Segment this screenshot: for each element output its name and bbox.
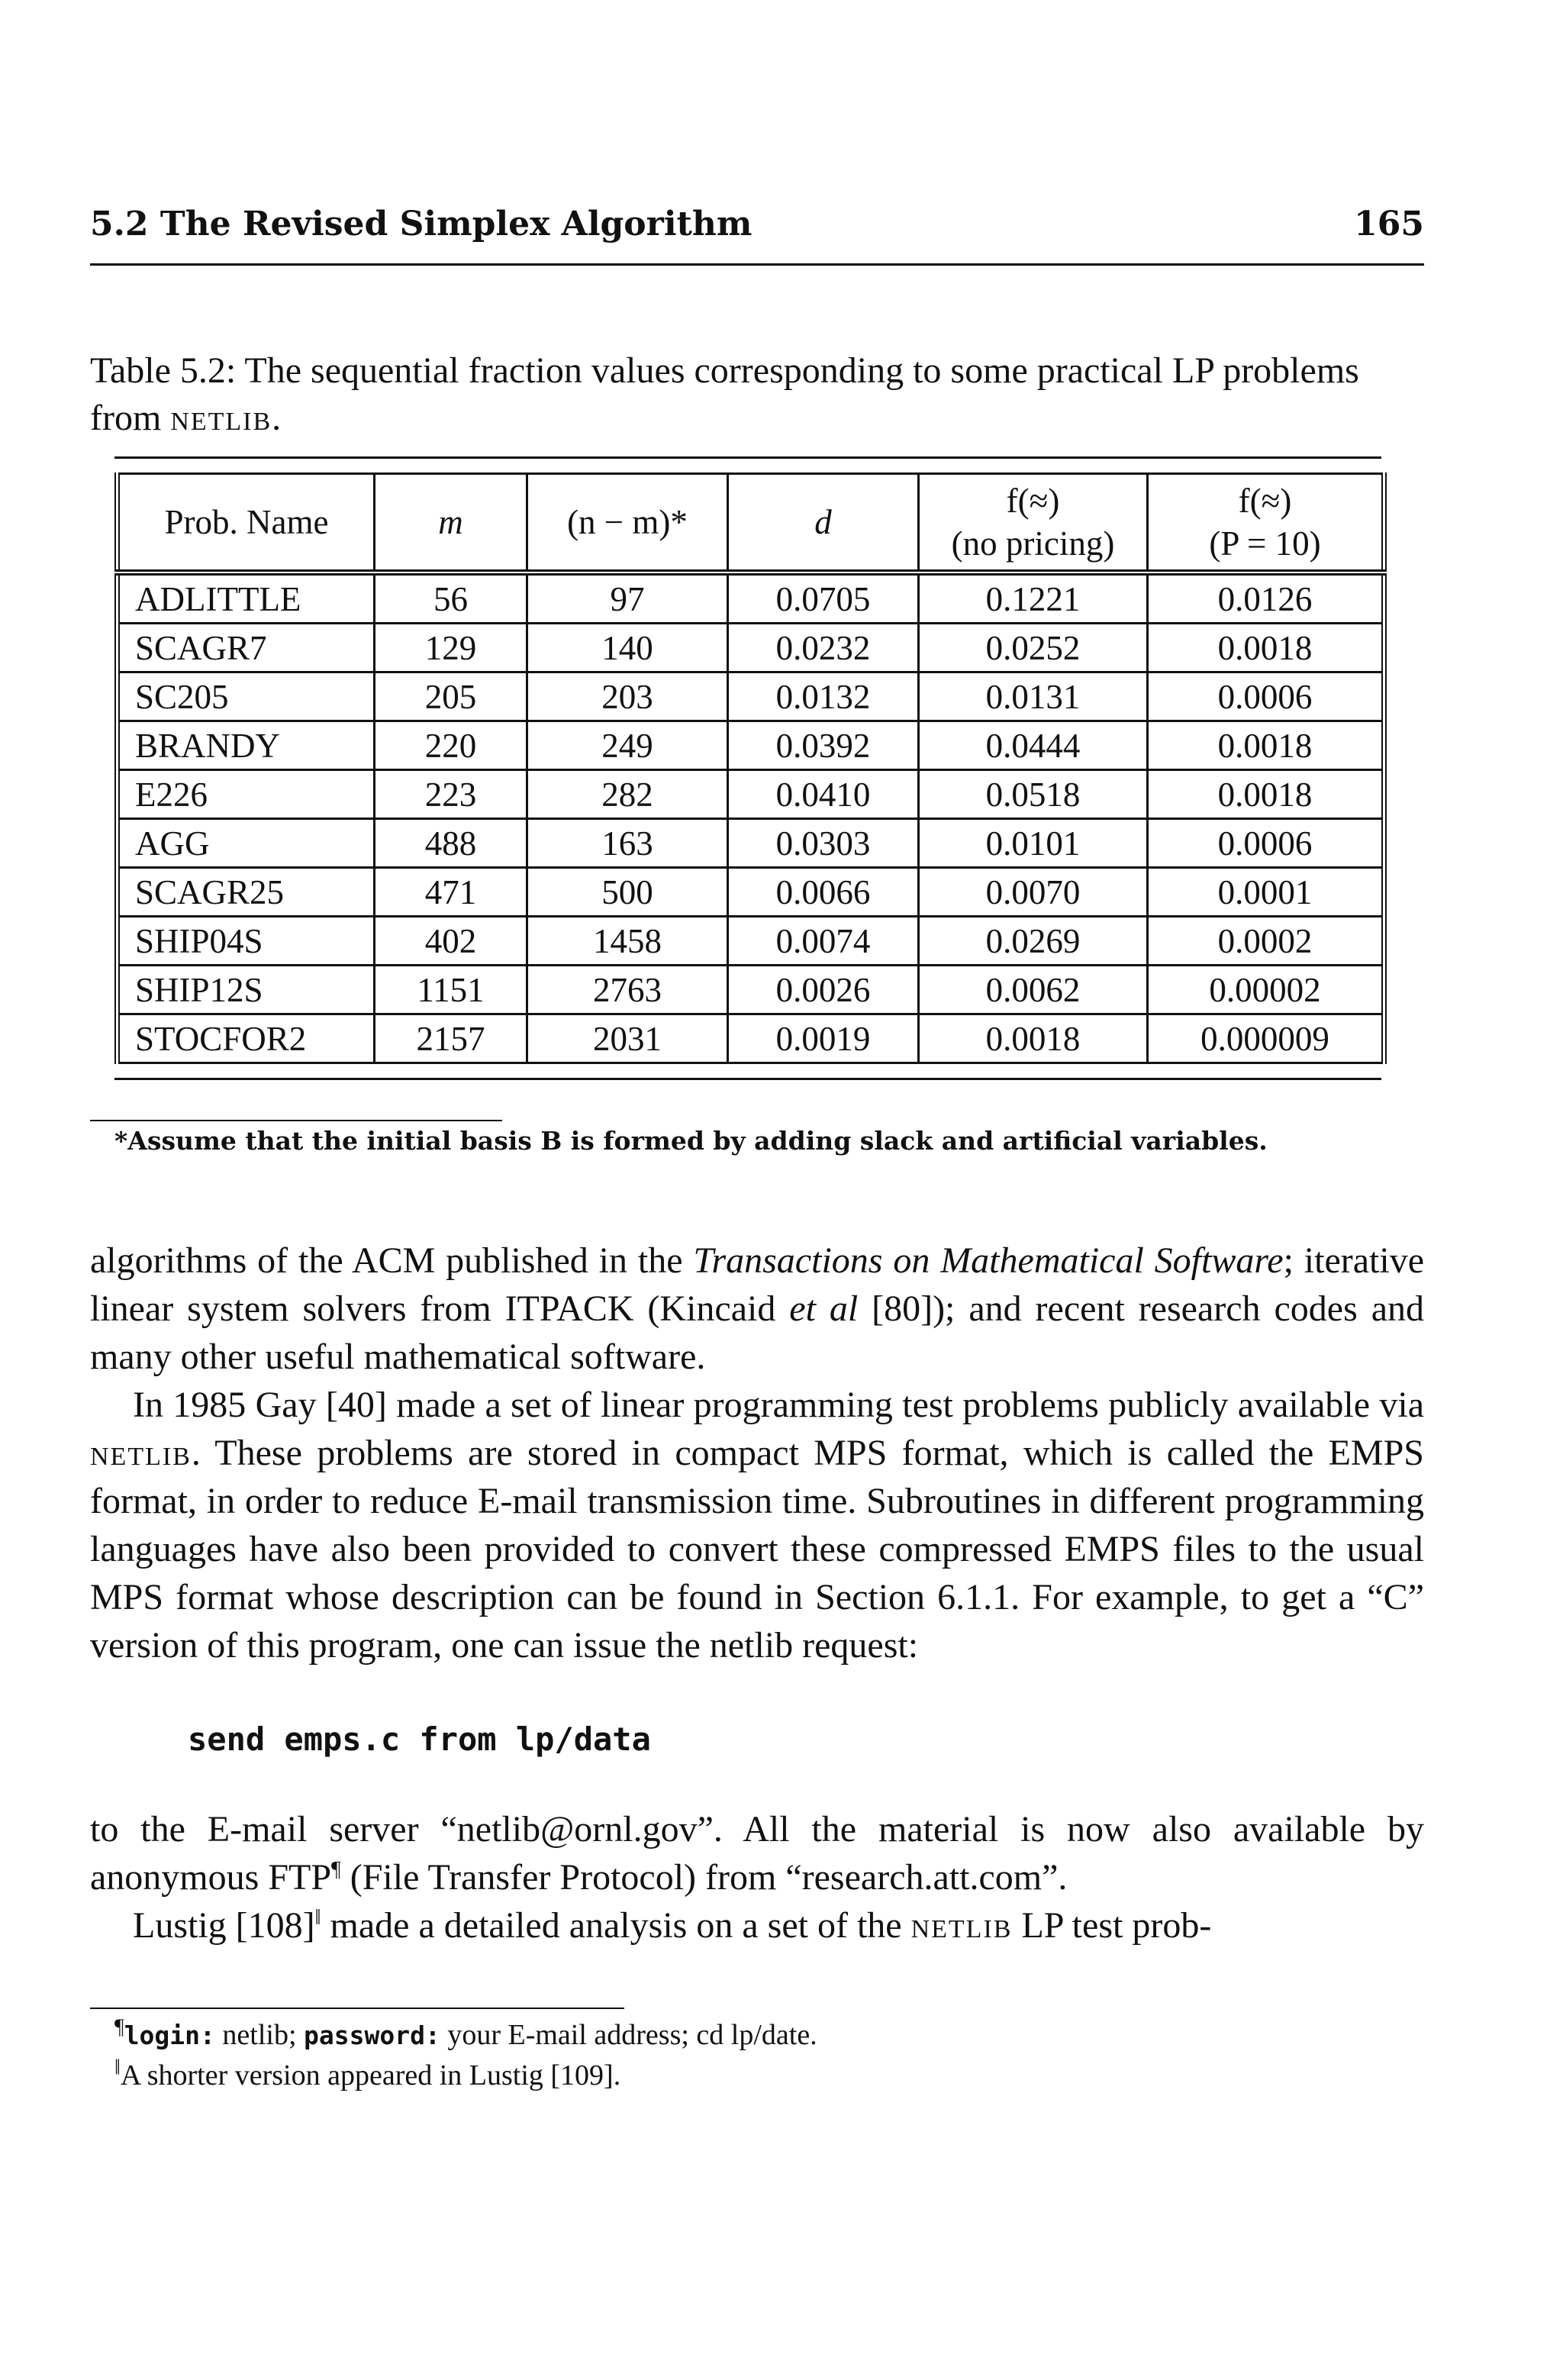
table-cell-value: 402 [375, 917, 527, 966]
table-cell-problem-name: E226 [118, 770, 375, 819]
table-cell-value: 0.0018 [919, 1014, 1148, 1063]
table-cell-value: 223 [375, 770, 527, 819]
table-row [118, 572, 1384, 624]
table-cell-problem-name: SC205 [118, 672, 375, 721]
table-cell-value: 140 [527, 624, 728, 672]
footnote-1-text-a: netlib; [214, 2019, 305, 2051]
table-cell-problem-name: SHIP04S [118, 917, 375, 966]
col-header-prob-name: Prob. Name [118, 474, 375, 573]
table-row [118, 770, 1384, 819]
table-cell-value: 0.0126 [1148, 572, 1384, 624]
table-cell-value: 0.0026 [728, 966, 919, 1014]
table-cell-value: 471 [375, 868, 527, 917]
col-header-f-symbol-2: f(≈) [1238, 482, 1292, 520]
table-row [118, 819, 1384, 868]
table-cell-value: 0.0018 [1148, 770, 1384, 819]
table-cell-value: 0.0303 [728, 819, 919, 868]
col-header-m: m [375, 474, 527, 573]
table-cell-value: 203 [527, 672, 728, 721]
table-cell-value: 0.0132 [728, 672, 919, 721]
footnote-1-mark: ¶ [114, 2015, 124, 2040]
table-cell-value: 0.0066 [728, 868, 919, 917]
table-row [118, 868, 1384, 917]
table-cell-value: 1458 [527, 917, 728, 966]
table-body [118, 572, 1384, 1063]
table-cell-value: 249 [527, 721, 728, 770]
col-header-f-symbol: f(≈) [1006, 482, 1060, 520]
table-cell-value: 0.0131 [919, 672, 1148, 721]
table-cell-value: 0.0070 [919, 868, 1148, 917]
p2-netlib: netlib [90, 1433, 192, 1473]
body-text [90, 1237, 1424, 1949]
footnote-mark-pilcrow: ¶ [331, 1858, 341, 1882]
caption-text: The sequential fraction values corresponding to some practical LP problems from [90, 350, 1359, 438]
table-cell-problem-name: SCAGR25 [118, 868, 375, 917]
footnote-1 [114, 2015, 817, 2056]
table-cell-value: 0.0410 [728, 770, 919, 819]
table-cell-value: 220 [375, 721, 527, 770]
table-cell-value: 0.0001 [1148, 868, 1384, 917]
caption-netlib: netlib [170, 398, 272, 438]
table-cell-value: 0.0252 [919, 624, 1148, 672]
footnote-1-password: password: [304, 2020, 440, 2050]
netlib-request-code: send emps.c from lp/data [188, 1721, 651, 1758]
table-cell-value: 0.0444 [919, 721, 1148, 770]
table-cell-value: 0.0232 [728, 624, 919, 672]
table-cell-value: 0.000009 [1148, 1014, 1384, 1063]
footnote-mark-double-bar: ‖ [314, 1906, 321, 1930]
footnote-2-text: A shorter version appeared in Lustig [109]. [120, 2059, 621, 2091]
footnote-rule [90, 2008, 624, 2009]
table-cell-problem-name: AGG [118, 819, 375, 868]
table-cell-value: 129 [375, 624, 527, 672]
p3-text-b: (File Transfer Protocol) from “research.att.com”. [340, 1857, 1068, 1898]
paragraph-2 [90, 1381, 1424, 1669]
table-cell-value: 488 [375, 819, 527, 868]
table-row [118, 1014, 1384, 1063]
p1-text-a: algorithms of the ACM published in the [90, 1240, 694, 1281]
table-bottom-rule [114, 1078, 1381, 1080]
table-cell-value: 0.0062 [919, 966, 1148, 1014]
table-cell-value: 0.0018 [1148, 624, 1384, 672]
table-cell-problem-name: BRANDY [118, 721, 375, 770]
table-cell-value: 500 [527, 868, 728, 917]
table-cell-value: 0.0074 [728, 917, 919, 966]
table-cell-value: 0.0269 [919, 917, 1148, 966]
p2-text-b: . These problems are stored in compact MPS format, which is called the EMPS format, in order to reduce E-mail transmission time. Subroutines in different programming languages have also been provided to convert these compressed EMPS files to the usual MPS format whose description can be found in Section 6.1.1. For example, to get a “C” version of this program, one can issue the netlib request: [90, 1433, 1424, 1666]
footnote-1-login: login: [124, 2020, 215, 2050]
table-row [118, 672, 1384, 721]
footnote-1-text-b: your E-mail address; cd lp/date. [440, 2019, 817, 2051]
p1-text-c: [80]); and recent research codes and many other useful mathematical software. [90, 1288, 1424, 1377]
data-table [114, 472, 1387, 1064]
table-caption [90, 347, 1424, 442]
paragraph-3 [90, 1805, 1424, 1901]
page-number: 165 [1354, 205, 1424, 243]
data-table-container [114, 456, 1381, 1080]
table-cell-value: 0.0101 [919, 819, 1148, 868]
table-cell-value: 1151 [375, 966, 527, 1014]
table-cell-value: 2031 [527, 1014, 728, 1063]
header-rule [90, 263, 1424, 266]
table-cell-value: 0.0518 [919, 770, 1148, 819]
p4-text-b: made a detailed analysis on a set of the [321, 1905, 911, 1946]
col-header-f-no-pricing [919, 474, 1148, 573]
p4-text-c: LP test prob- [1012, 1905, 1212, 1946]
table-cell-problem-name: SHIP12S [118, 966, 375, 1014]
running-header [90, 205, 1424, 250]
footnote-2 [114, 2056, 817, 2095]
table-note-rule [90, 1120, 502, 1121]
table-row [118, 917, 1384, 966]
p4-text-a: Lustig [108] [133, 1905, 315, 1946]
table-row [118, 721, 1384, 770]
col-header-no-pricing: (no pricing) [951, 524, 1115, 563]
footnote-2-mark: ‖ [114, 2056, 121, 2080]
table-top-rule [114, 456, 1381, 459]
p4-netlib: netlib [910, 1905, 1013, 1946]
table-cell-value: 0.0705 [728, 572, 919, 624]
table-cell-value: 0.0018 [1148, 721, 1384, 770]
table-row [118, 624, 1384, 672]
table-cell-value: 0.0019 [728, 1014, 919, 1063]
table-cell-value: 282 [527, 770, 728, 819]
table-cell-value: 2157 [375, 1014, 527, 1063]
table-cell-value: 205 [375, 672, 527, 721]
section-title: 5.2 The Revised Simplex Algorithm [90, 205, 752, 243]
caption-label: Table 5.2: [90, 350, 237, 391]
table-header-row [118, 474, 1384, 573]
table-row [118, 966, 1384, 1014]
footnotes [114, 2015, 817, 2095]
table-cell-value: 56 [375, 572, 527, 624]
table-cell-problem-name: STOCFOR2 [118, 1014, 375, 1063]
table-cell-value: 0.0392 [728, 721, 919, 770]
table-cell-value: 0.0006 [1148, 672, 1384, 721]
col-header-n-minus-m: (n − m)* [527, 474, 728, 573]
table-cell-value: 0.0006 [1148, 819, 1384, 868]
table-cell-value: 2763 [527, 966, 728, 1014]
paragraph-1 [90, 1237, 1424, 1381]
p1-journal-title: Transactions on Mathematical Software [693, 1240, 1284, 1281]
table-footnote: *Assume that the initial basis B is formed by adding slack and artificial variables. [114, 1126, 1268, 1156]
table-cell-value: 163 [527, 819, 728, 868]
paragraph-4 [90, 1901, 1424, 1949]
p2-text-a: In 1985 Gay [40] made a set of linear programming test problems publicly available via [133, 1385, 1424, 1425]
col-header-p10: (P = 10) [1209, 524, 1321, 563]
caption-period: . [272, 398, 282, 438]
p1-text-b: ; iterative linear system solvers from ITPACK (Kincaid [90, 1240, 1425, 1329]
table-cell-value: 0.1221 [919, 572, 1148, 624]
col-header-d: d [728, 474, 919, 573]
p3-text-a: to the E-mail server “netlib@ornl.gov”. All the material is now also available by anonymous FTP [90, 1809, 1424, 1898]
table-cell-problem-name: SCAGR7 [118, 624, 375, 672]
table-cell-value: 97 [527, 572, 728, 624]
p1-et-al: et al [789, 1288, 859, 1329]
table-cell-value: 0.0002 [1148, 917, 1384, 966]
col-header-f-p10 [1148, 474, 1384, 573]
table-cell-value: 0.00002 [1148, 966, 1384, 1014]
table-cell-problem-name: ADLITTLE [118, 572, 375, 624]
